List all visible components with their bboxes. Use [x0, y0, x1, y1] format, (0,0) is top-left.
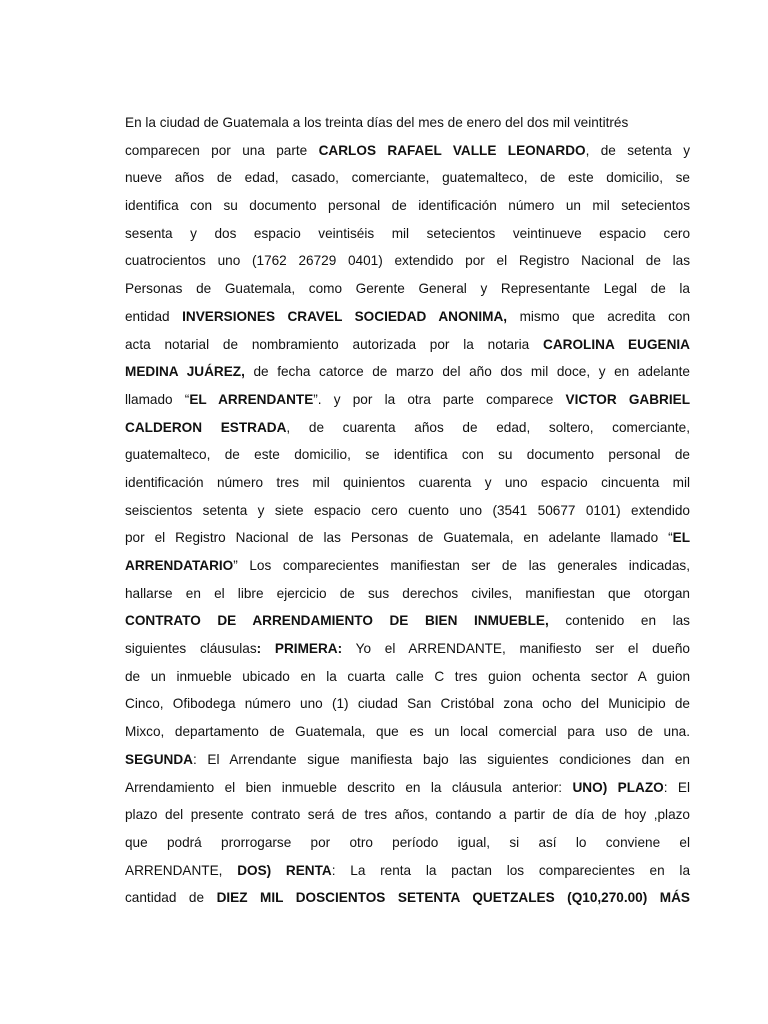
text-line: seiscientos setenta y siete espacio cero cuento uno (3541 50677 0101) extendido [125, 502, 690, 518]
text-line: de un inmueble ubicado en la cuarta calle C tres guion ochenta sector A guion [125, 668, 690, 684]
party-name: CALDERON ESTRADA [125, 419, 287, 435]
text-line: llamado “EL ARRENDANTE”. y por la otra parte comparece VICTOR GABRIEL [125, 391, 690, 407]
text-line: comparecen por una parte CARLOS RAFAEL VALLE LEONARDO, de setenta y [125, 142, 690, 158]
role-name: ARRENDATARIO [125, 558, 234, 573]
clause-heading: DOS) RENTA [237, 862, 332, 878]
text-line: cuatrocientos uno (1762 26729 0401) extendido por el Registro Nacional de las [125, 253, 690, 269]
party-name: CARLOS RAFAEL VALLE LEONARDO [318, 142, 586, 158]
text-line: acta notarial de nombramiento autorizada por la notaria CAROLINA EUGENIA [125, 336, 690, 352]
clause-heading: : PRIMERA: [256, 641, 343, 657]
text-line: que podrá prorrogarse por otro período igual, si así lo conviene el [125, 834, 690, 850]
text-line: SEGUNDA: El Arrendante sigue manifiesta bajo las siguientes condiciones dan en [125, 751, 690, 767]
text-line: por el Registro Nacional de las Personas de Guatemala, en adelante llamado “EL [125, 530, 690, 546]
role-name: EL [672, 530, 690, 546]
text-line: entidad INVERSIONES CRAVEL SOCIEDAD ANONIMA, mismo que acredita con [125, 308, 691, 324]
text-line: Mixco, departamento de Guatemala, que es un local comercial para uso de una. [125, 724, 690, 740]
text-line: ARRENDATARIO” Los comparecientes manifiestan ser de las generales indicadas, [125, 558, 690, 573]
text-line: CALDERON ESTRADA, de cuarenta años de edad, soltero, comerciante, [125, 419, 691, 435]
role-name: EL ARRENDANTE [189, 391, 314, 407]
text-line: Cinco, Ofibodega número uno (1) ciudad San Cristóbal zona ocho del Municipio de [125, 696, 690, 712]
text-line: Arrendamiento el bien inmueble descrito en la cláusula anterior: UNO) PLAZO: El [125, 779, 691, 795]
text-line: Personas de Guatemala, como Gerente General y Representante Legal de la [125, 281, 690, 297]
text-line: ARRENDANTE, DOS) RENTA: La renta la pactan los comparecientes en la [125, 862, 690, 878]
text-line: nueve años de edad, casado, comerciante, guatemalteco, de este domicilio, se [125, 170, 690, 186]
text-line: MEDINA JUÁREZ, de fecha catorce de marzo del año dos mil doce, y en adelante [125, 364, 690, 380]
text-line: identifica con su documento personal de identificación número un mil setecientos [125, 198, 690, 214]
party-name: VICTOR GABRIEL [565, 391, 690, 407]
notary-name: CAROLINA EUGENIA [543, 336, 690, 352]
notary-name: MEDINA JUÁREZ, [125, 364, 245, 380]
clause-heading: UNO) PLAZO [572, 779, 664, 795]
text-line: En la ciudad de Guatemala a los treinta días del mes de enero del dos mil veintitrés [125, 115, 629, 130]
contract-title: CONTRATO DE ARRENDAMIENTO DE BIEN INMUEBLE, [125, 613, 549, 629]
text-line: CONTRATO DE ARRENDAMIENTO DE BIEN INMUEBLE, contenido en las [125, 613, 690, 629]
text-line: plazo del presente contrato será de tres años, contando a partir de día de hoy ,plazo [125, 807, 690, 823]
rent-amount: DIEZ MIL DOSCIENTOS SETENTA QUETZALES (Q10,270.00) MÁS [216, 890, 690, 906]
text-line: cantidad de DIEZ MIL DOSCIENTOS SETENTA QUETZALES (Q10,270.00) MÁS [125, 890, 690, 906]
clause-heading: SEGUNDA [125, 751, 193, 767]
contract-text [125, 109, 690, 912]
text-line: siguientes cláusulas: PRIMERA: Yo el ARRENDANTE, manifiesto ser el dueño [125, 641, 690, 657]
text-line: hallarse en el libre ejercicio de sus derechos civiles, manifiestan que otorgan [125, 585, 690, 601]
text-line: identificación número tres mil quinientos cuarenta y uno espacio cincuenta mil [125, 474, 690, 490]
company-name: INVERSIONES CRAVEL SOCIEDAD ANONIMA, [182, 308, 508, 324]
text-line: sesenta y dos espacio veintiséis mil setecientos veintinueve espacio cero [125, 225, 690, 241]
text-line: guatemalteco, de este domicilio, se identifica con su documento personal de [125, 447, 690, 463]
